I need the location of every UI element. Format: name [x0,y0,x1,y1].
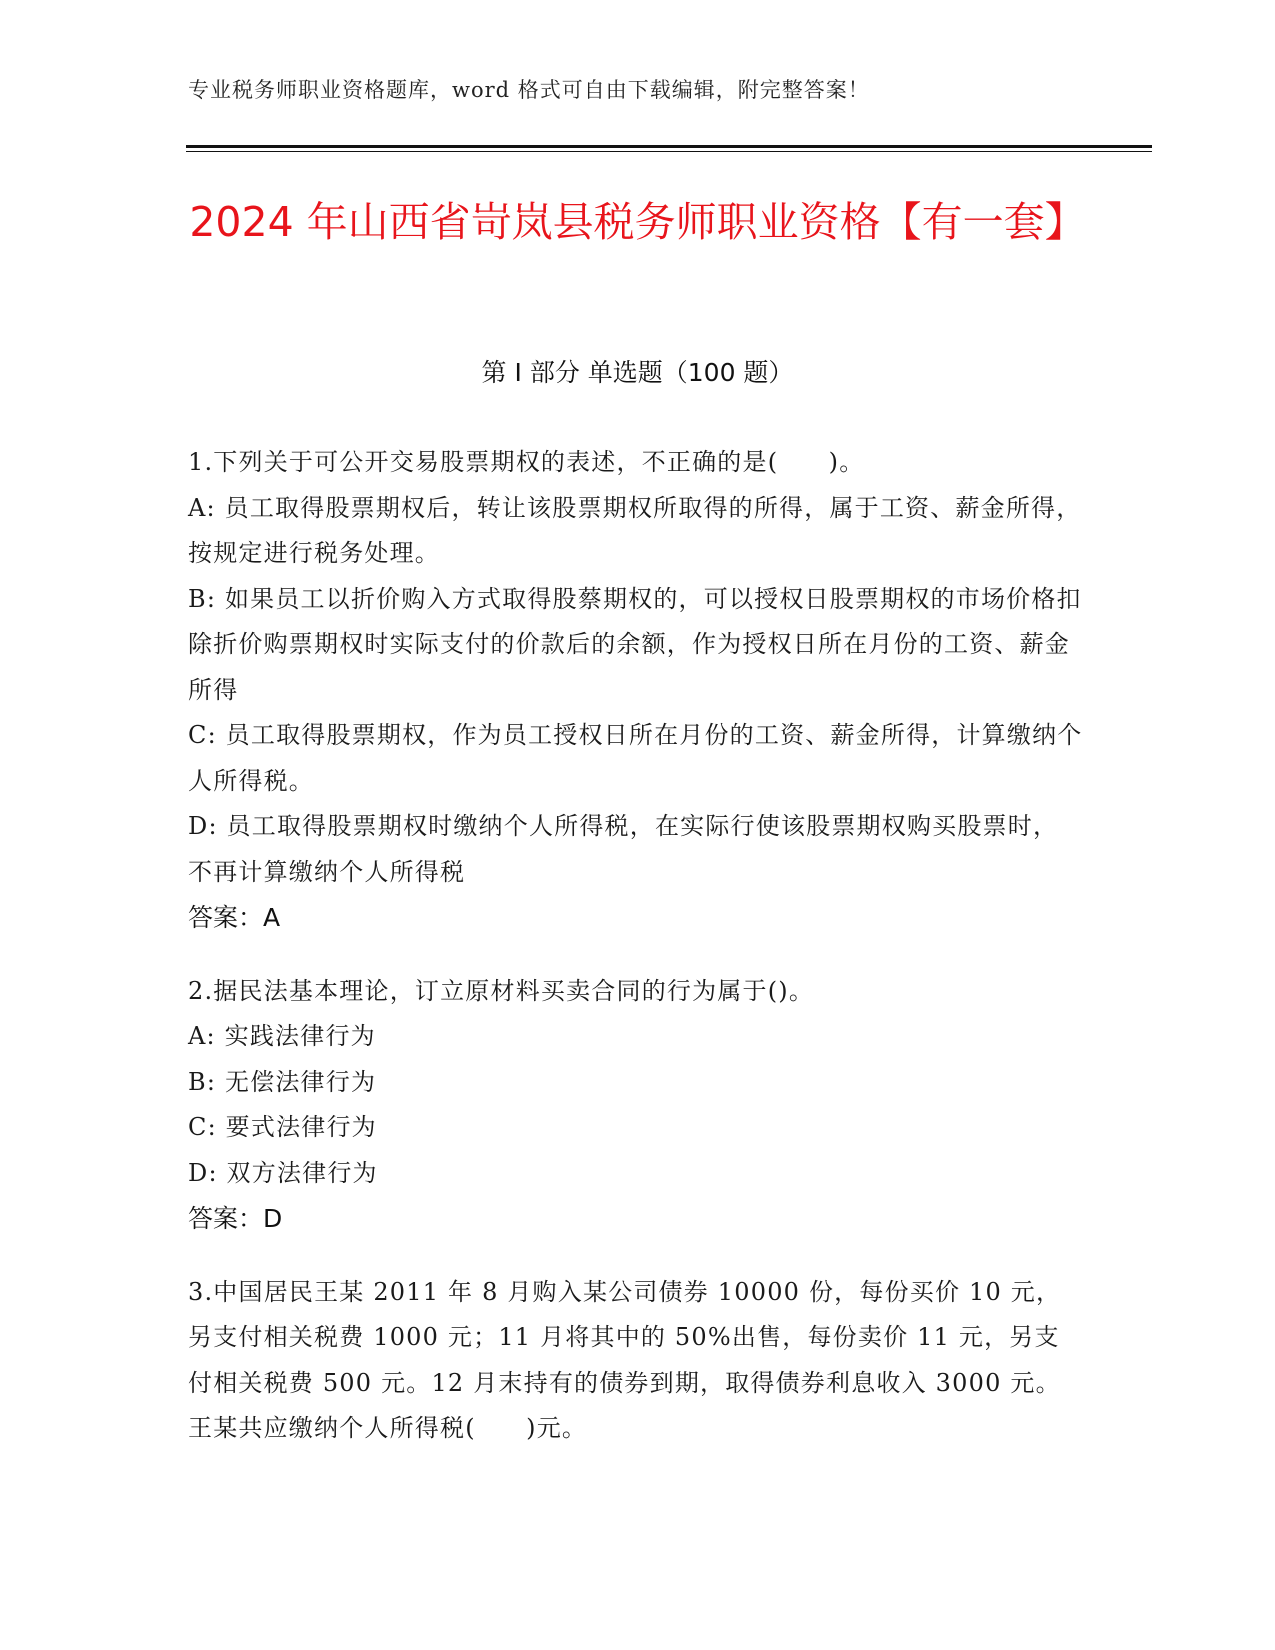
answer: 答案：A [188,903,281,932]
question-list [188,440,1083,1480]
question-stem: 1.下列关于可公开交易股票期权的表述，不正确的是( )。 [188,448,865,476]
question-3 [188,1270,1083,1452]
option-a: A: 员工取得股票期权后，转让该股票期权所取得的所得，属于工资、薪金所得，按规定进行税务处理。 [188,493,1082,567]
question-2 [188,969,1083,1242]
header-rule-thin [186,151,1152,152]
question-stem: 2.据民法基本理论，订立原材料买卖合同的行为属于()。 [188,976,815,1005]
answer: 答案：D [188,1204,283,1233]
option-d: D: 员工取得股票期权时缴纳个人所得税，在实际行使该股票期权购买股票时，不再计算缴纳个人所得税 [188,812,1059,886]
option-d: D: 双方法律行为 [188,1158,378,1187]
document-title: 2024 年山西省岢岚县税务师职业资格【有一套】 [189,198,1086,246]
option-c: C: 要式法律行为 [188,1113,377,1141]
question-1 [188,440,1083,941]
option-b: B: 无偿法律行为 [188,1067,377,1096]
section-heading: 第 I 部分 单选题（100 题） [481,358,794,387]
header-note: 专业税务师职业资格题库，word 格式可自由下载编辑，附完整答案！ [188,78,870,102]
option-a: A: 实践法律行为 [188,1022,376,1050]
option-c: C: 员工取得股票期权，作为员工授权日所在月份的工资、薪金所得，计算缴纳个人所得税。 [188,721,1083,795]
question-stem: 3.中国居民王某 2011 年 8 月购入某公司债券 10000 份，每份买价 10 元，另支付相关税费 1000 元；11 月将其中的 50%出售，每份卖价 11 元，另支付相关税费 500 元。12 月末持有的债券到期，取得债券利息收入 3000 元。王某共应缴纳个人所得税( )元。 [188,1277,1062,1442]
option-b: B: 如果员工以折价购入方式取得股蔡期权的，可以授权日股票期权的市场价格扣除折价购票期权时实际支付的价款后的余额，作为授权日所在月份的工资、薪金所得 [188,584,1082,704]
header-rule-thick [186,145,1152,148]
